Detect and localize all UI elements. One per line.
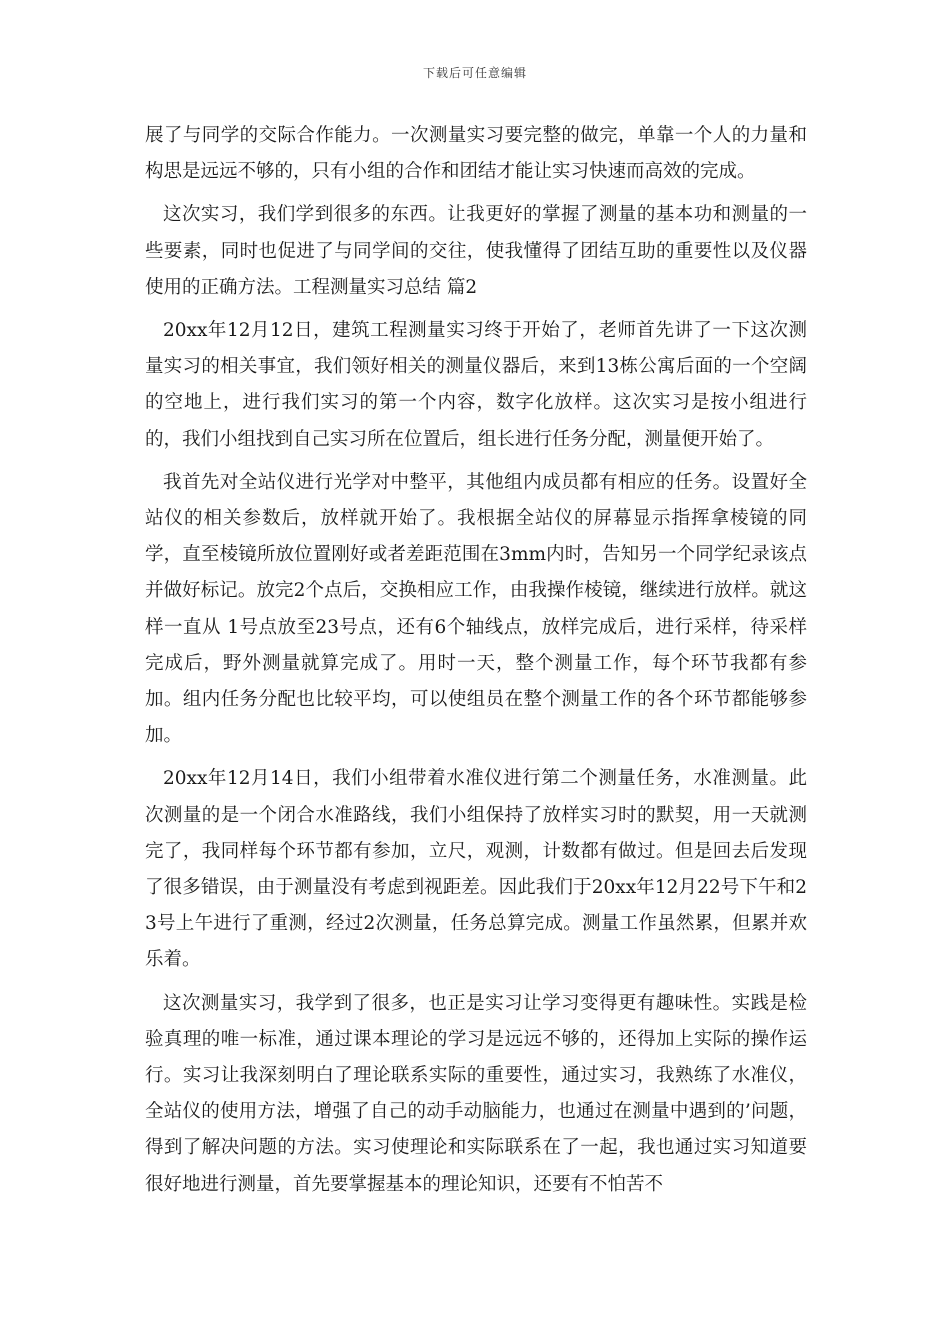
page-header-note: 下载后可任意编辑 bbox=[422, 66, 527, 80]
paragraph: 这次实习，我们学到很多的东西。让我更好的掌握了测量的基本功和测量的一些要素，同时也促进了与同学间的交往，使我懂得了团结互助的重要性以及仪器使用的正确方法。工程测量实习总结 篇2 bbox=[145, 204, 807, 298]
paragraph: 20xx年12月12日，建筑工程测量实习终于开始了，老师首先讲了一下这次测量实习的相关事宜，我们领好相关的测量仪器后，来到13栋公寓后面的一个空阔的空地上，进行我们实习的第一个内容，数字化放样。这次实习是按小组进行的，我们小组找到自己实习所在位置后，组长进行任务分配，测量便开始了。 bbox=[145, 320, 807, 450]
paragraph: 20xx年12月14日，我们小组带着水准仪进行第二个测量任务，水准测量。此次测量的是一个闭合水准路线，我们小组保持了放样实习时的默契，用一天就测完了，我同样每个环节都有参加，立尺，观测，计数都有做过。但是回去后发现了很多错误，由于测量没有考虑到视距差。因此我们于20xx年12月22号下午和23号上午进行了重测，经过2次测量，任务总算完成。测量工作虽然累，但累并欢乐着。 bbox=[145, 768, 807, 971]
paragraph: 这次测量实习，我学到了很多，也正是实习让学习变得更有趣味性。实践是检验真理的唯一标准，通过课本理论的学习是远远不够的，还得加上实际的操作运行。实习让我深刻明白了理论联系实际的重要性，通过实习，我熟练了水准仪，全站仪的使用方法，增强了自己的动手动脑能力，也通过在测量中遇到的’问题，得到了解决问题的方法。实习使理论和实际联系在了一起，我也通过实习知道要很好地进行测量，首先要掌握基本的理论知识，还要有不怕苦不 bbox=[145, 992, 807, 1195]
document-body bbox=[145, 118, 807, 1210]
paragraph: 我首先对全站仪进行光学对中整平，其他组内成员都有相应的任务。设置好全站仪的相关参数后，放样就开始了。我根据全站仪的屏幕显示指挥拿棱镜的同学，直至棱镜所放位置刚好或者差距范围在3mm内时，告知另一个同学纪录该点并做好标记。放完2个点后，交换相应工作，由我操作棱镜，继续进行放样。就这样一直从 1号点放至23号点，还有6个轴线点，放样完成后，进行采样，待采样完成后，野外测量就算完成了。用时一天，整个测量工作，每个环节我都有参加。组内任务分配也比较平均，可以使组员在整个测量工作的各个环节都能够参加。 bbox=[145, 471, 807, 747]
paragraph-continuation: 展了与同学的交际合作能力。一次测量实习要完整的做完，单靠一个人的力量和构思是远远不够的，只有小组的合作和团结才能让实习快速而高效的完成。 bbox=[145, 125, 807, 183]
